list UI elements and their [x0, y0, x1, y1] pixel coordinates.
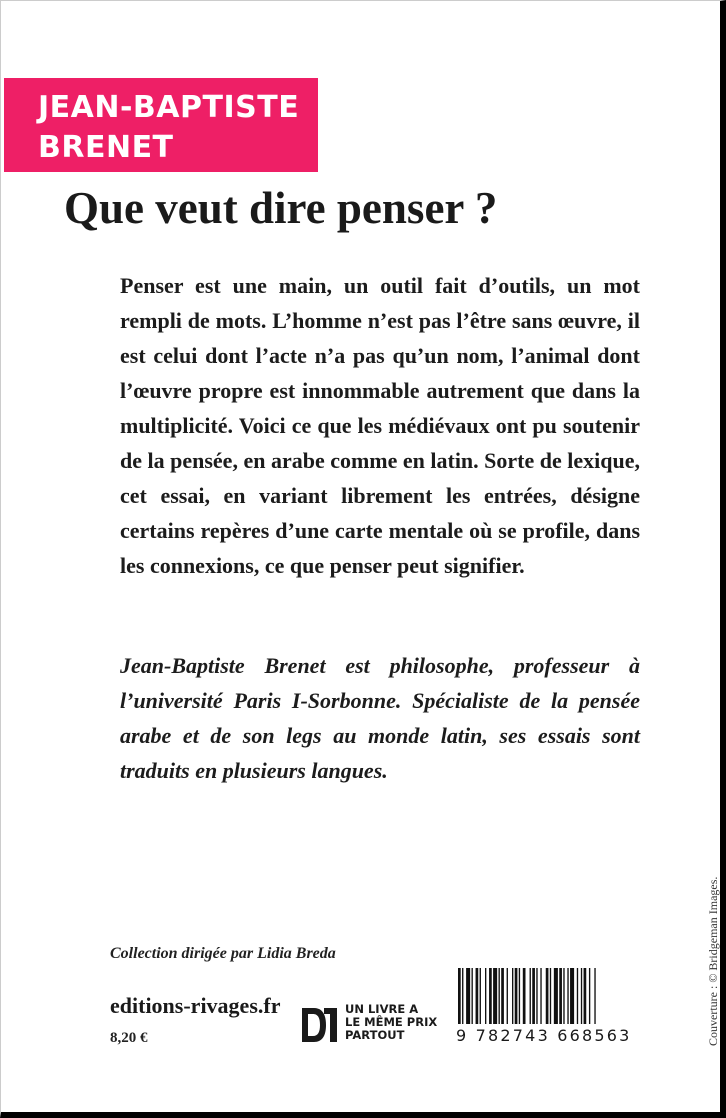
barcode-bar	[476, 968, 479, 1024]
barcode-bar	[512, 968, 513, 1024]
barcode-bar	[559, 968, 562, 1024]
barcode-bar	[594, 968, 595, 1024]
barcode-bar	[546, 968, 549, 1024]
barcode-bar	[530, 968, 531, 1024]
prix-unique-text	[345, 1003, 437, 1042]
barcode-bar	[523, 968, 526, 1024]
barcode-bar	[466, 968, 470, 1024]
barcode-icon	[456, 968, 638, 1026]
barcode-bar	[493, 968, 497, 1024]
barcode-bar	[567, 968, 568, 1024]
barcode-bar	[515, 968, 518, 1024]
price: 8,20 €	[110, 1030, 148, 1046]
prix-unique-line-3: PARTOUT	[345, 1028, 405, 1042]
barcode-bar	[501, 968, 504, 1024]
barcode-bar	[584, 968, 587, 1024]
author-first-name: JEAN-BAPTISTE	[38, 90, 300, 125]
book-blurb: Penser est une main, un outil fait d’outils, un mot rempli de mots. L’homme n’est pas l’être sans œuvre, il est celui dont l’acte n’a pas qu’un nom, l’animal dont l’œuvre propre est innommable autrement que dans la multiplicité. Voici ce que les médiévaux ont pu soutenir de la pensée, en arabe comme en latin. Sorte de lexique, cet essai, en variant librement les entrées, désigne certains repères d’une carte mentale où se profile, dans les connexions, ce que penser peut signifier.	[120, 273, 640, 578]
barcode-bar	[480, 968, 481, 1024]
barcode-bar	[581, 968, 582, 1024]
barcode-bar	[540, 968, 541, 1024]
barcode-bar	[485, 968, 486, 1024]
prix-unique-line-1: UN LIVRE A	[345, 1002, 419, 1016]
barcode-bar	[458, 968, 461, 1024]
author-last-name: BRENET	[38, 130, 174, 165]
barcode-bar	[563, 968, 564, 1024]
barcode-bar	[519, 968, 520, 1024]
cover-credit: Couverture : © Bridgeman Images.	[706, 876, 720, 1046]
barcode-bar	[499, 968, 500, 1024]
barcode-bar	[507, 968, 508, 1024]
barcode-bar	[577, 968, 578, 1024]
publisher-website: editions-rivages.fr	[110, 993, 281, 1018]
barcode-bar	[554, 968, 558, 1024]
barcode-bar	[532, 968, 535, 1024]
barcode-bar	[589, 968, 590, 1024]
barcode-bar	[570, 968, 574, 1024]
barcode-bar	[536, 968, 537, 1024]
barcode-bar	[472, 968, 473, 1024]
barcode-bar	[489, 968, 492, 1024]
barcode-bar	[462, 968, 463, 1024]
isbn-digits: 9 782743 668563	[456, 1026, 632, 1045]
book-title: Que veut dire penser ?	[64, 183, 498, 233]
barcode-bar	[550, 968, 551, 1024]
prix-unique-logo-icon	[300, 1004, 340, 1046]
collection-credit: Collection dirigée par Lidia Breda	[110, 945, 336, 962]
author-bio: Jean-Baptiste Brenet est philosophe, professeur à l’université Paris I-Sorbonne. Spécialiste de la pensée arabe et de son legs au monde latin, ses essais sont traduits en plusieurs langues.	[120, 653, 640, 783]
prix-unique-line-2: LE MÊME PRIX	[345, 1015, 438, 1029]
